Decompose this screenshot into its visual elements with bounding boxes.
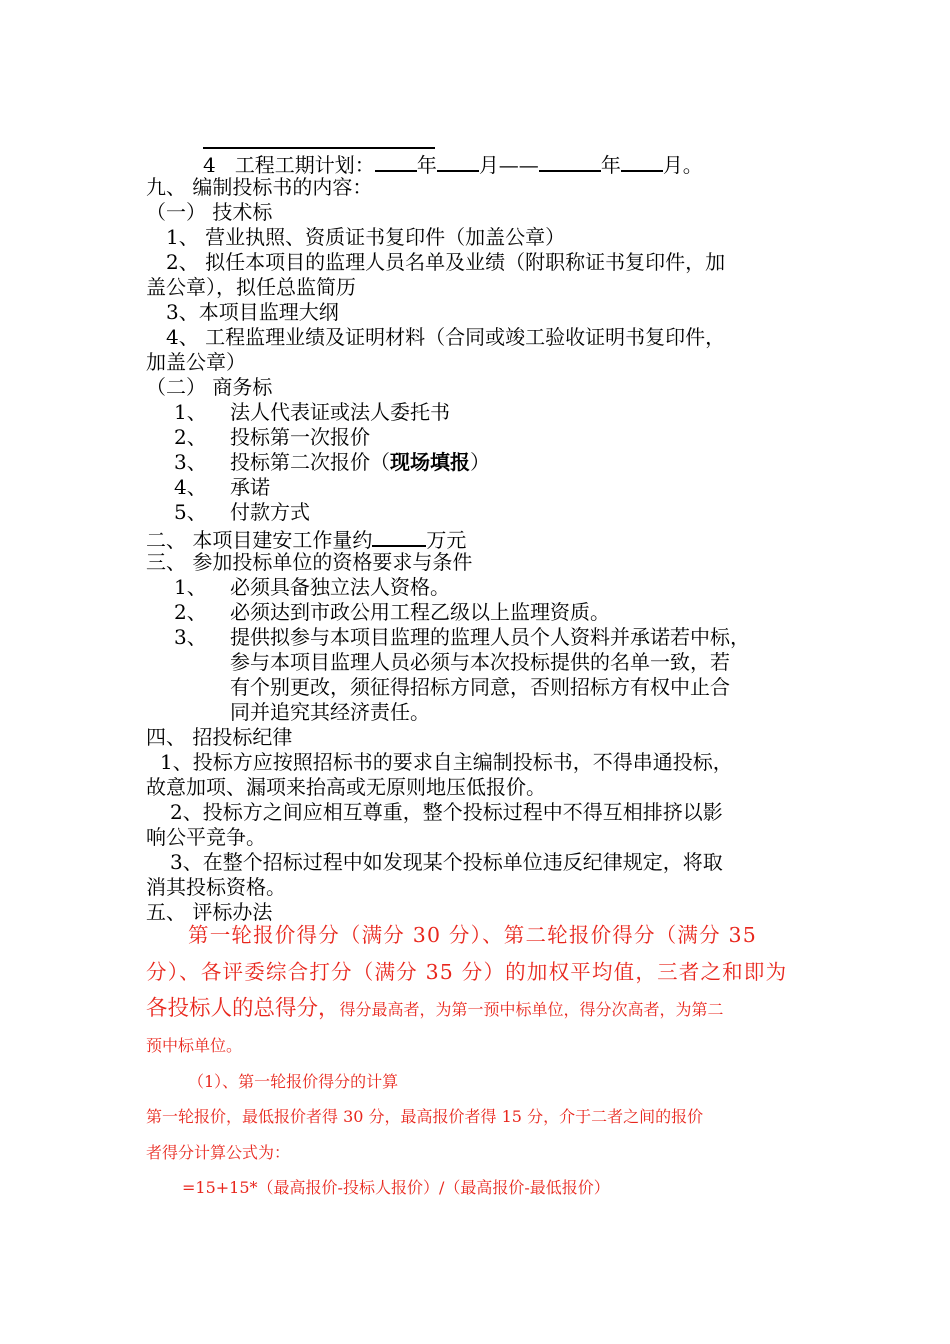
tech-item-4-cont: 加盖公章） — [146, 350, 246, 374]
biz-item-4-num: 4、 — [174, 475, 207, 499]
biz-item-2-num: 2、 — [174, 425, 207, 449]
tech-item-4: 4、 工程监理业绩及证明材料（合同或竣工验收证明书复印件， — [166, 325, 726, 349]
biz-item-1-num: 1、 — [174, 400, 207, 424]
req-1: 必须具备独立法人资格。 — [230, 575, 450, 599]
discipline-2-cont: 响公平竞争。 — [146, 825, 266, 849]
section-2-heading — [146, 525, 466, 553]
req-2: 必须达到市政公用工程乙级以上监理资质。 — [230, 600, 610, 624]
blank-month-start — [437, 150, 479, 172]
tech-item-1: 1、 营业执照、资质证书复印件（加盖公章） — [166, 225, 566, 249]
formula-heading: （1）、第一轮报价得分的计算 — [188, 1072, 399, 1091]
eval-line-1: 第一轮报价得分（满分 30 分）、第二轮报价得分（满分 35 — [188, 923, 757, 947]
biz-item-3-text: 投标第二次报价（ — [230, 450, 390, 474]
biz-item-3-num: 3、 — [174, 450, 207, 474]
eval-line-3-large: 各投标人的总得分， — [146, 996, 340, 1021]
blank-underline — [203, 147, 435, 149]
req-1-num: 1、 — [174, 575, 207, 599]
section-2-text: 二、 本项目建安工作量约 — [146, 528, 373, 552]
tech-item-2-cont: 盖公章），拟任总监简历 — [146, 275, 356, 299]
req-3-line-1: 提供拟参与本项目监理的监理人员个人资料并承诺若中标， — [230, 625, 750, 649]
biz-item-3 — [230, 450, 490, 475]
biz-item-4: 承诺 — [230, 475, 270, 499]
tech-item-3: 3、本项目监理大纲 — [166, 300, 339, 324]
formula-desc-1: 第一轮报价，最低报价者得 30 分，最高报价者得 15 分，介于二者之间的报价 — [146, 1107, 704, 1126]
year-label: 年 — [600, 153, 621, 177]
biz-item-1: 法人代表证或法人委托书 — [230, 400, 450, 424]
eval-line-3 — [146, 996, 724, 1022]
section-3-heading: 三、 参加投标单位的资格要求与条件 — [146, 550, 473, 574]
biz-item-5: 付款方式 — [230, 500, 310, 524]
blank-month-end — [621, 150, 663, 172]
formula-desc-2: 者得分计算公式为： — [146, 1143, 291, 1162]
onsite-fill-bold: 现场填报 — [390, 450, 470, 474]
discipline-2: 2、投标方之间应相互尊重，整个投标过程中不得互相排挤以影 — [170, 800, 723, 824]
month-label: 月—— — [478, 153, 539, 177]
req-3-num: 3、 — [174, 625, 207, 649]
req-3-line-3: 有个别更改，须征得招标方同意，否则招标方有权中止合 — [230, 675, 730, 699]
item-number: 4 — [203, 153, 216, 177]
schedule-line — [203, 150, 703, 178]
blank-year-start — [375, 150, 417, 172]
eval-line-2: 分）、各评委综合打分（满分 35 分）的加权平均值，三者之和即为 — [146, 960, 788, 984]
discipline-3: 3、在整个招标过程中如发现某个投标单位违反纪律规定，将取 — [170, 850, 723, 874]
business-bid-heading: （二） 商务标 — [146, 375, 273, 399]
discipline-1-cont: 故意加项、漏项来抬高或无原则地压低报价。 — [146, 775, 546, 799]
formula: =15+15*（最高报价-投标人报价）/（最高报价-最低报价） — [182, 1178, 610, 1197]
req-2-num: 2、 — [174, 600, 207, 624]
req-3-line-4: 同并追究其经济责任。 — [230, 700, 430, 724]
blank-amount — [372, 525, 426, 547]
section-9-heading: 九、 编制投标书的内容： — [146, 175, 373, 199]
biz-item-2: 投标第一次报价 — [230, 425, 370, 449]
req-3-line-2: 参与本项目监理人员必须与本次投标提供的名单一致，若 — [230, 650, 730, 674]
section-4-heading: 四、 招投标纪律 — [146, 725, 293, 749]
month-label: 月。 — [662, 153, 703, 177]
section-5-heading: 五、 评标办法 — [146, 900, 273, 924]
discipline-3-cont: 消其投标资格。 — [146, 875, 286, 899]
biz-item-5-num: 5、 — [174, 500, 207, 524]
unit-label: 万元 — [426, 528, 467, 552]
tech-item-2: 2、 拟任本项目的监理人员名单及业绩（附职称证书复印件，加 — [166, 250, 726, 274]
eval-line-3-small: 得分最高者，为第一预中标单位，得分次高者，为第二 — [339, 1000, 724, 1019]
eval-line-4: 预中标单位。 — [146, 1036, 243, 1055]
schedule-label: 工程工期计划： — [234, 153, 375, 177]
close-paren: ） — [470, 450, 490, 474]
technical-bid-heading: （一） 技术标 — [146, 200, 273, 224]
discipline-1: 1、投标方应按照招标书的要求自主编制投标书，不得串通投标， — [160, 750, 733, 774]
year-label: 年 — [416, 153, 437, 177]
blank-year-end — [539, 150, 601, 172]
